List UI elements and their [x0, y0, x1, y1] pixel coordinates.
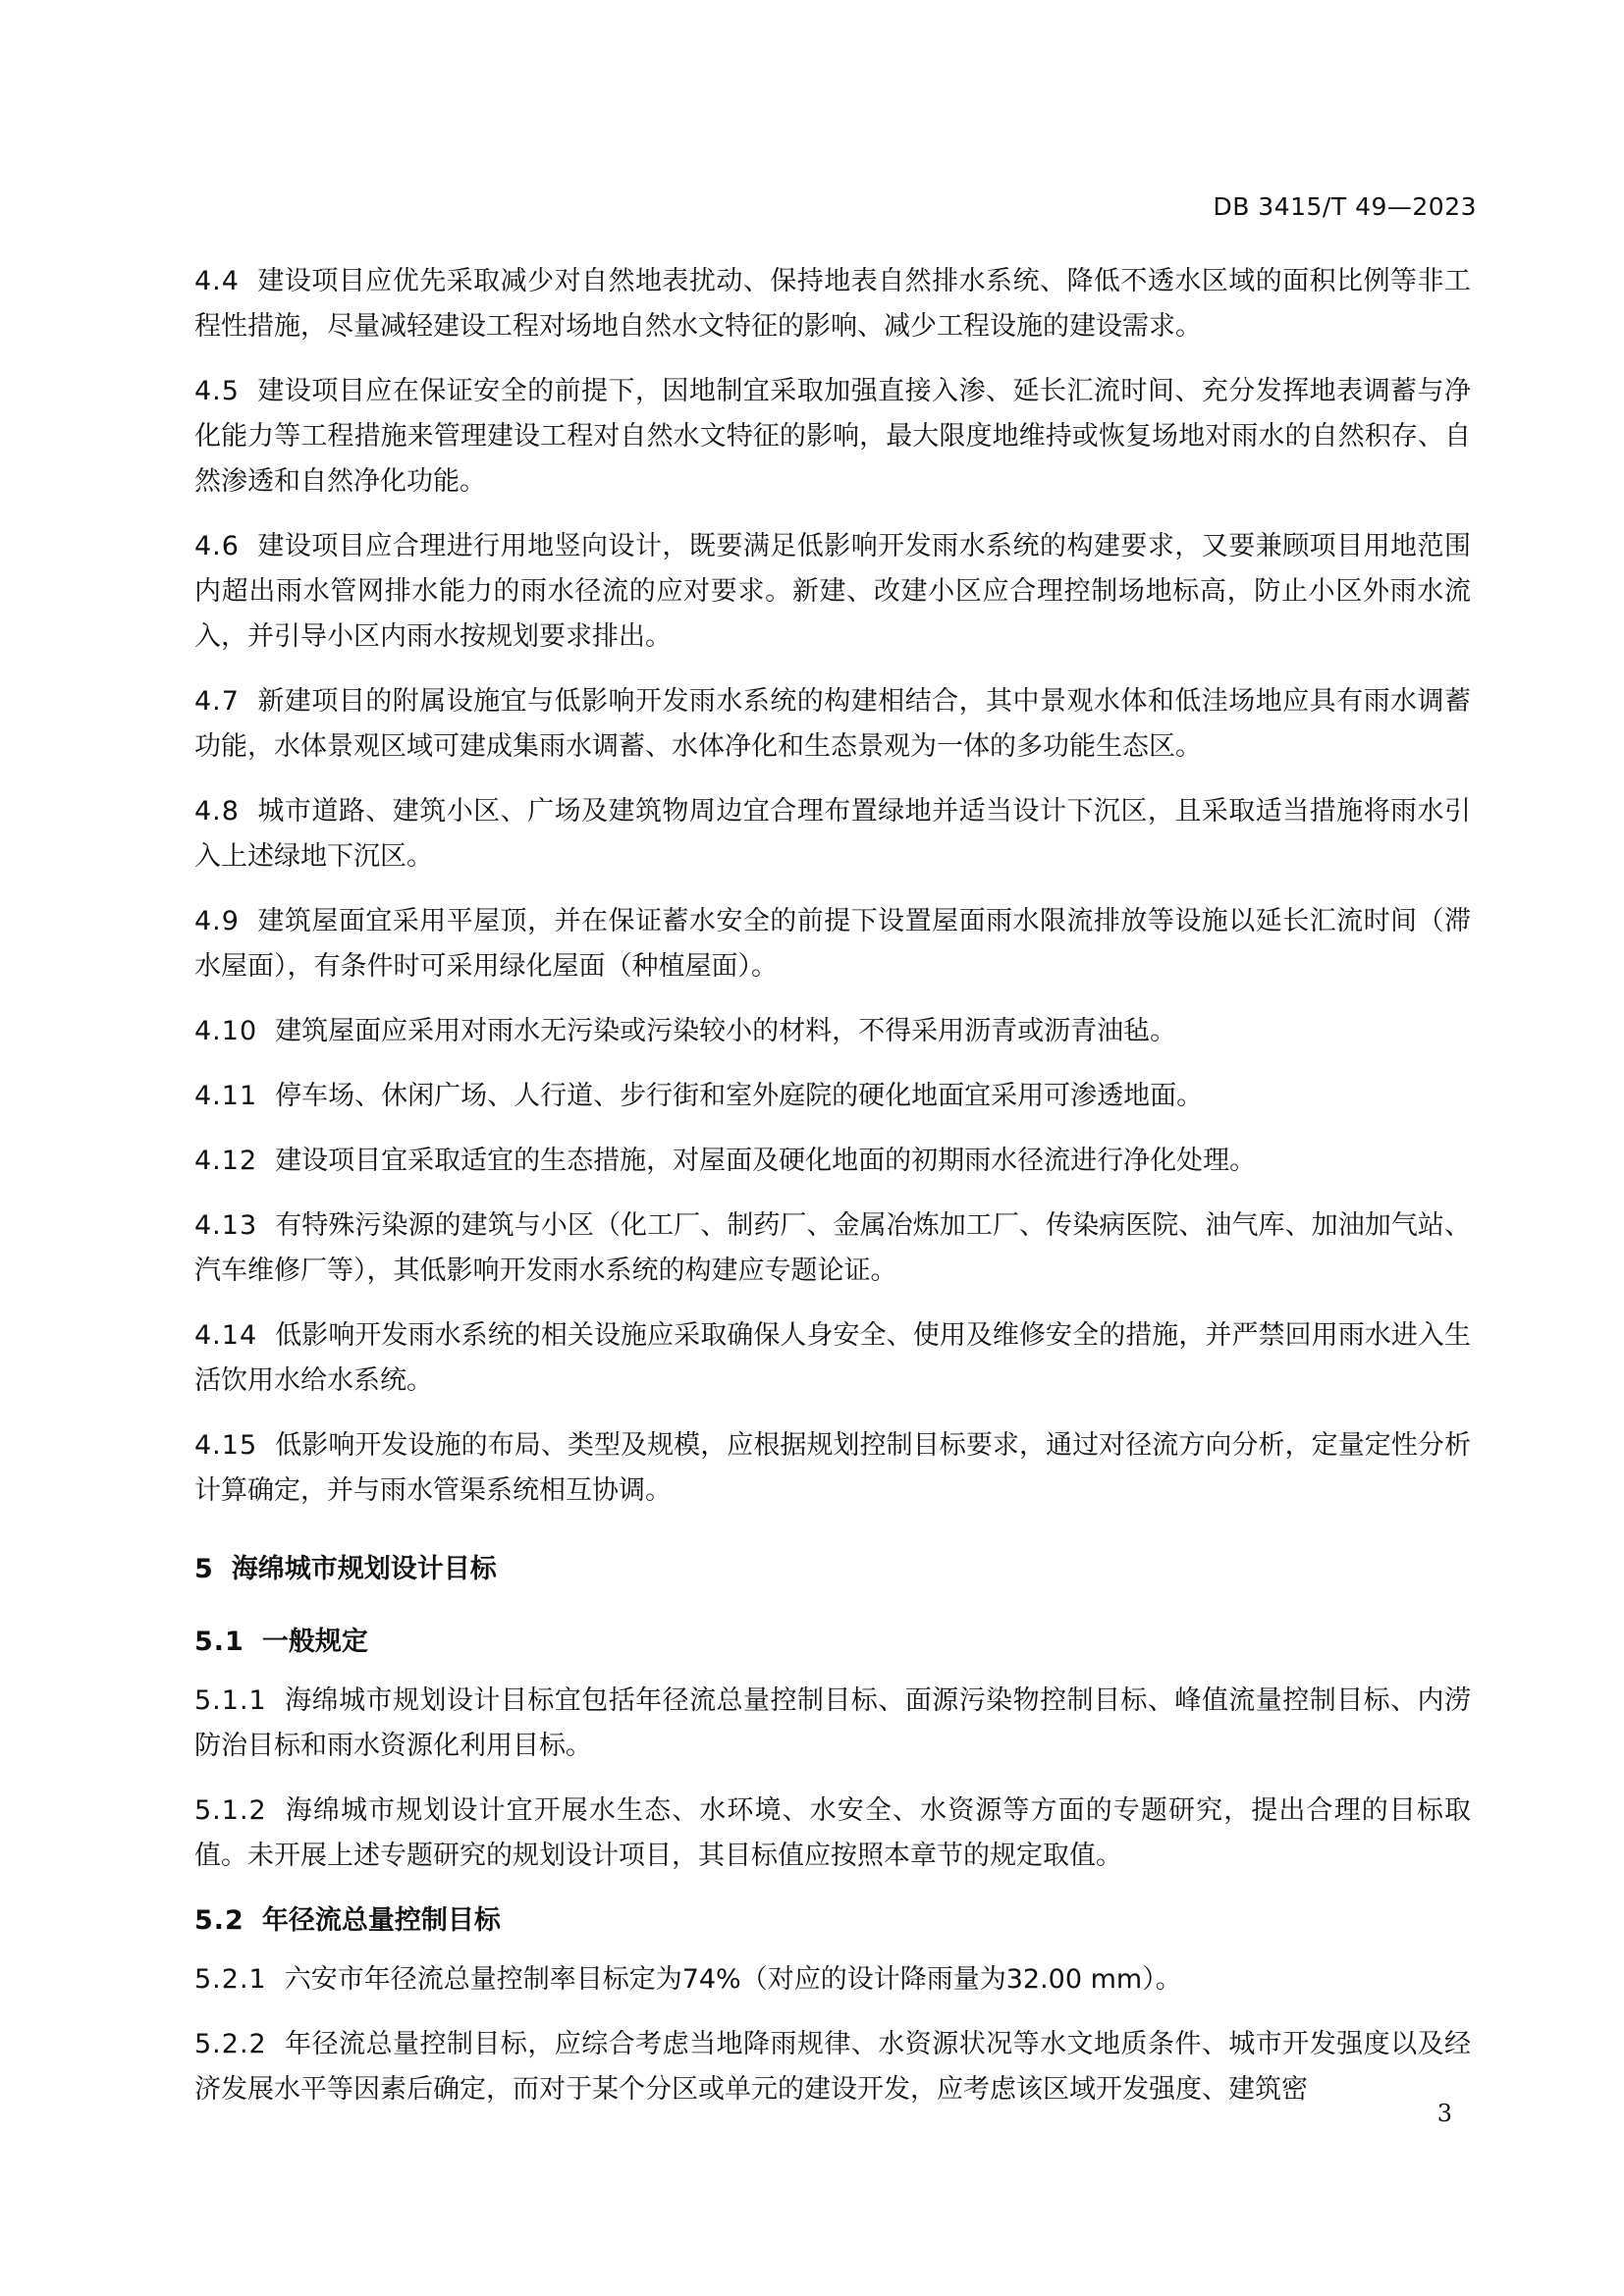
clause-text: 六安市年径流总量控制率目标定为74%（对应的设计降雨量为32.00 mm）。	[284, 1964, 1182, 1995]
section-5-1-heading	[194, 1620, 1471, 1665]
clause-4-6	[194, 524, 1471, 660]
clause-number: 4.5	[194, 376, 240, 406]
page-number: 3	[1436, 2100, 1452, 2127]
clause-number: 4.10	[194, 1016, 258, 1046]
clause-text: 建设项目应在保证安全的前提下，因地制宜采取加强直接入渗、延长汇流时间、充分发挥地表调蓄与净化能力等工程措施来管理建设工程对自然水文特征的影响，最大限度地维持或恢复场地对雨水的自然积存、自然渗透和自然净化功能。	[194, 376, 1471, 497]
clause-number: 4.13	[194, 1210, 258, 1241]
clause-text: 低影响开发设施的布局、类型及规模，应根据规划控制目标要求，通过对径流方向分析，定量定性分析计算确定，并与雨水管渠系统相互协调。	[194, 1430, 1471, 1506]
clause-number: 4.14	[194, 1320, 258, 1351]
clause-4-12	[194, 1139, 1471, 1184]
clause-5-2-2	[194, 2022, 1471, 2112]
clause-4-15	[194, 1423, 1471, 1514]
clause-4-5	[194, 369, 1471, 505]
section-title: 一般规定	[261, 1627, 368, 1657]
section-number: 5	[194, 1554, 214, 1584]
clause-text: 建设项目应合理进行用地竖向设计，既要满足低影响开发雨水系统的构建要求，又要兼顾项目用地范围内超出雨水管网排水能力的雨水径流的应对要求。新建、改建小区应合理控制场地标高，防止小区外雨水流入，并引导小区内雨水按规划要求排出。	[194, 531, 1471, 652]
clause-number: 4.6	[194, 531, 240, 561]
clause-4-14	[194, 1313, 1471, 1404]
clause-text: 建设项目应优先采取减少对自然地表扰动、保持地表自然排水系统、降低不透水区域的面积比例等非工程性措施，尽量减轻建设工程对场地自然水文特征的影响、减少工程设施的建设需求。	[194, 266, 1471, 342]
clause-4-11	[194, 1074, 1471, 1119]
clause-5-2-1	[194, 1957, 1471, 2002]
clause-4-7	[194, 679, 1471, 770]
clause-number: 5.2.1	[194, 1964, 267, 1995]
clause-4-13	[194, 1203, 1471, 1294]
clause-number: 4.8	[194, 796, 240, 827]
clause-number: 4.9	[194, 906, 240, 936]
clause-5-1-2	[194, 1789, 1471, 1879]
clause-text: 海绵城市规划设计宜开展水生态、水环境、水安全、水资源等方面的专题研究，提出合理的目标取值。未开展上述专题研究的规划设计项目，其目标值应按照本章节的规定取值。	[194, 1795, 1471, 1871]
section-title: 海绵城市规划设计目标	[231, 1554, 497, 1584]
clause-number: 5.1.2	[194, 1795, 267, 1826]
clause-number: 4.7	[194, 686, 240, 717]
clause-number: 4.12	[194, 1146, 258, 1176]
clause-text: 建筑屋面宜采用平屋顶，并在保证蓄水安全的前提下设置屋面雨水限流排放等设施以延长汇流时间（滞水屋面），有条件时可采用绿化屋面（种植屋面）。	[194, 906, 1471, 982]
clause-number: 5.2.2	[194, 2029, 267, 2059]
clause-text: 有特殊污染源的建筑与小区（化工厂、制药厂、金属冶炼加工厂、传染病医院、油气库、加油加气站、汽车维修厂等），其低影响开发雨水系统的构建应专题论证。	[194, 1210, 1471, 1286]
page-content	[194, 259, 1471, 2132]
document-code: DB 3415/T 49—2023	[1213, 192, 1477, 221]
clause-text: 新建项目的附属设施宜与低影响开发雨水系统的构建相结合，其中景观水体和低洼场地应具有雨水调蓄功能，水体景观区域可建成集雨水调蓄、水体净化和生态景观为一体的多功能生态区。	[194, 686, 1471, 762]
section-title: 年径流总量控制目标	[261, 1905, 501, 1936]
clause-text: 年径流总量控制目标，应综合考虑当地降雨规律、水资源状况等水文地质条件、城市开发强度以及经济发展水平等因素后确定，而对于某个分区或单元的建设开发，应考虑该区域开发强度、建筑密	[194, 2029, 1471, 2105]
section-number: 5.1	[194, 1627, 244, 1657]
clause-text: 城市道路、建筑小区、广场及建筑物周边宜合理布置绿地并适当设计下沉区，且采取适当措施将雨水引入上述绿地下沉区。	[194, 796, 1471, 872]
clause-list-5-2	[194, 1957, 1471, 2112]
clause-number: 5.1.1	[194, 1685, 267, 1716]
section-number: 5.2	[194, 1905, 244, 1936]
clause-number: 4.4	[194, 266, 240, 296]
clause-list-4	[194, 259, 1471, 1514]
clause-4-10	[194, 1009, 1471, 1054]
clause-number: 4.11	[194, 1081, 258, 1111]
clause-text: 海绵城市规划设计目标宜包括年径流总量控制目标、面源污染物控制目标、峰值流量控制目标、内涝防治目标和雨水资源化利用目标。	[194, 1685, 1471, 1761]
clause-4-8	[194, 789, 1471, 880]
clause-list-5-1	[194, 1679, 1471, 1879]
clause-text: 低影响开发雨水系统的相关设施应采取确保人身安全、使用及维修安全的措施，并严禁回用雨水进入生活饮用水给水系统。	[194, 1320, 1471, 1396]
clause-text: 建筑屋面应采用对雨水无污染或污染较小的材料，不得采用沥青或沥青油毡。	[275, 1016, 1177, 1046]
clause-number: 4.15	[194, 1430, 258, 1461]
clause-4-9	[194, 899, 1471, 989]
clause-5-1-1	[194, 1679, 1471, 1769]
clause-text: 建设项目宜采取适宜的生态措施，对屋面及硬化地面的初期雨水径流进行净化处理。	[275, 1146, 1257, 1176]
section-5-2-heading	[194, 1898, 1471, 1944]
clause-4-4	[194, 259, 1471, 349]
clause-text: 停车场、休闲广场、人行道、步行街和室外庭院的硬化地面宜采用可渗透地面。	[275, 1081, 1204, 1111]
section-5-heading	[194, 1547, 1471, 1592]
